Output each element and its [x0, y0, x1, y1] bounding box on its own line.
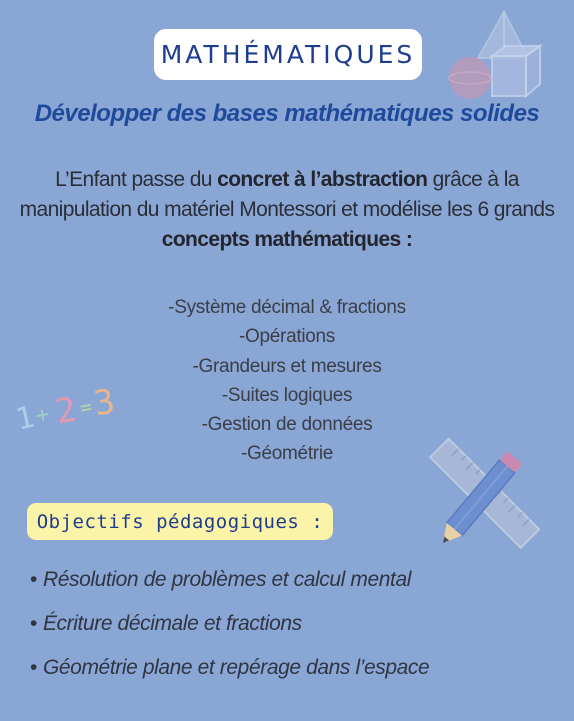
intro-bold-1: concret à l’abstraction [217, 168, 428, 191]
objective-item [30, 607, 560, 651]
objectives-label: Objectifs pédagogiques : [36, 510, 324, 533]
intro-text-1: L’Enfant passe du [55, 168, 218, 191]
objectives-badge [27, 503, 333, 540]
title-badge [154, 29, 422, 80]
bullet-icon: • [30, 656, 37, 679]
intro-bold-2: concepts mathématiques : [161, 228, 413, 251]
geometric-shapes-icon [440, 6, 550, 106]
concept-item: -Opérations [239, 326, 335, 348]
numbers-glyph-plus: + [33, 401, 52, 429]
bullet-icon: • [30, 612, 37, 635]
bullet-icon: • [30, 568, 37, 591]
page-title: MATHÉMATIQUES [160, 40, 416, 69]
intro-paragraph [8, 165, 566, 255]
page-subtitle: Développer des bases mathématiques solides [34, 100, 540, 127]
objectives-list [30, 563, 560, 695]
intro-text-2: grâce à la manipulation du matériel Montessori et modélise les 6 grands [19, 168, 555, 221]
concept-item: -Suites logiques [221, 384, 353, 406]
objective-item [30, 651, 560, 695]
concept-item: -Géométrie [240, 443, 334, 465]
concept-item: -Système décimal & fractions [168, 297, 406, 318]
objective-text: Écriture décimale et fractions [42, 612, 302, 635]
numbers-glyph-2: 2 [52, 389, 80, 433]
objective-text: Géométrie plane et repérage dans l’espace [42, 656, 430, 679]
numbers-glyph-1: 1 [12, 399, 38, 438]
concept-item: -Gestion de données [201, 414, 373, 436]
concept-item: -Grandeurs et mesures [192, 355, 382, 377]
concepts-list [100, 293, 474, 469]
objective-item [30, 563, 560, 607]
numbers-glyph-3: 3 [90, 381, 118, 425]
numbers-glyph-equals: = [77, 394, 94, 420]
objective-text: Résolution de problèmes et calcul mental [42, 568, 411, 591]
